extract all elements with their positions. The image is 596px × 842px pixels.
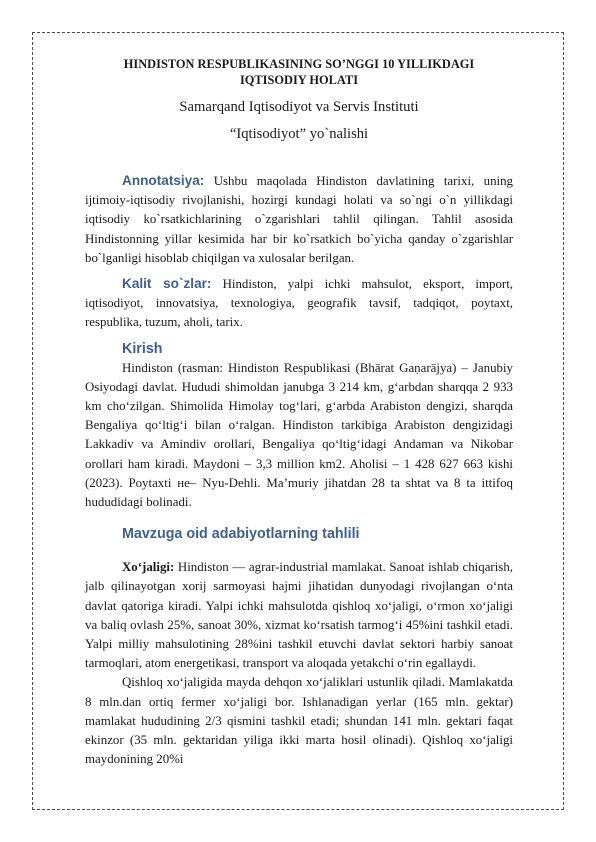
intro-text: Hindiston (rasman: Hindiston Respublikasi (Bhārat Gaṇarājya) – Janubiy Osiyodagi davlat. Hududi shimoldan janubga 3 214 km, gʻarbdan sharqqa 2 933 km choʻzilgan. Shimolida Himolay togʻlari, gʻarbda Arabiston dengizi, sharqda Bengaliya qoʻltigʻi bilan oʻralgan. Hindiston tarkibiga Arabiston dengizidagi Lakkadiv va Amindiv orollari, Bengaliya qoʻltigʻidagi Andaman va Nikobar orollari ham kiradi. Maydoni – 3,3 million km2. Aholisi – 1 428 627 663 kishi (2023). Poytaxti не– Nyu-Dehli. Maʼmuriy jihatdan 28 ta shtat va 8 ta ittifoq hududidagi bolinadi. <box>85 360 513 510</box>
economy-paragraph <box>85 558 513 673</box>
abstract-label: Annotatsiya: <box>122 173 205 188</box>
title-line-1: HINDISTON RESPUBLIKASINING SO’NGGI 10 YILLIKDAGI <box>123 57 475 71</box>
direction: “Iqtisodiyot” yo`nalishi <box>229 126 369 142</box>
keywords <box>85 274 513 333</box>
article-title <box>85 56 513 88</box>
economy-text: Hindiston — agrar-industrial mamlakat. Sanoat ishlab chiqarish, jalb qilinayotgan xorij sarmoyasi hajmi jihatidan dunyodagi rivojlangan oʻnta davlat qatoriga kiradi. Yalpi ichki mahsulotda qishloq xoʻjaligi, oʻrmon xoʻjaligi va baliq ovlash 25%, sanoat 30%, xizmat koʻrsatish tarmogʻi 45%ini tashkil etadi. Yalpi milliy mahsulotining 28%ini tashkil etuvchi davlat sektori harbiy sanoat tarmoqlari, atom energetikasi, transport va aloqada yetakchi oʻrin egallaydi. <box>85 560 513 671</box>
agriculture-paragraph: Qishloq xoʻjaligida mayda dehqon xoʻjaliklari ustunlik qiladi. Mamlakatda 8 mln.dan ortiq fermer xoʻjaligi bor. Ishlanadigan yerlar (165 mln. gektar) mamlakat hududining 2/3 qismini tashkil etadi; shundan 141 mln. gektari faqat ekinzor (35 mln. gektaridan yiliga ikki marta hosil olinadi). Qishloq xoʻjaligi maydonining 20%i <box>85 675 513 767</box>
title-line-2: IQTISODIY HOLATI <box>239 73 359 87</box>
keywords-text: Hindiston, yalpi ichki mahsulot, eksport, import, iqtisodiyot, innovatsiya, texnologiya, geografik tavsif, tadqiqot, poytaxt, respublika, tuzum, aholi, tarix. <box>85 277 513 330</box>
review-heading: Mavzuga oid adabiyotlarning tahlili <box>122 526 360 543</box>
institution: Samarqand Iqtisodiyot va Servis Instituti <box>179 99 419 115</box>
abstract <box>85 171 513 268</box>
abstract-text: Ushbu maqolada Hindiston davlatining tarixi, uning ijtimoiy-iqtisodiy rivojlanishi, hozirgi kundagi holati va so`ngi o`n yillikdagi iqtisodiy ko`rsatkichlarining o`zgarishlari tahlil qilingan. Tahlil asosida Hindistonning yillar kesimida har bir ko`rsatkich bo`yicha qanday o`zgarishlar bo`lganligi hisoblab chiqilgan va xulosalar berilgan. <box>85 174 513 265</box>
economy-term: Xoʻjaligi: <box>122 560 175 575</box>
article <box>85 56 513 769</box>
keywords-label: Kalit so`zlar: <box>122 276 212 292</box>
intro-heading: Kirish <box>122 340 163 357</box>
